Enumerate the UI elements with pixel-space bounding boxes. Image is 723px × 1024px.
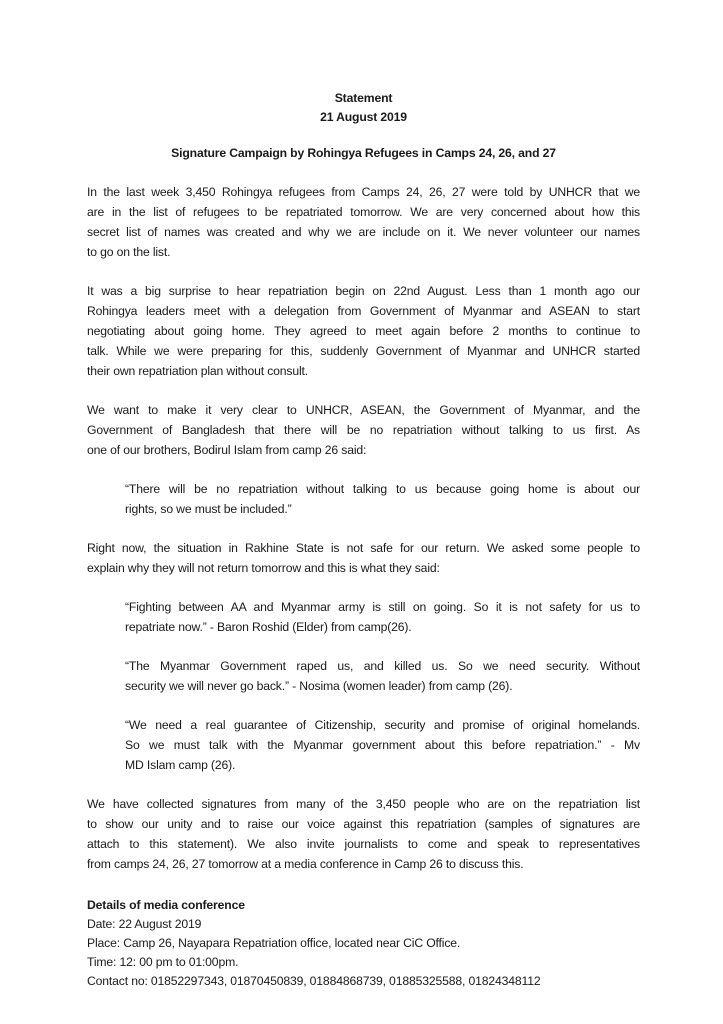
quote-paragraph — [125, 715, 640, 775]
quote-paragraph — [125, 656, 640, 696]
statement-document — [87, 89, 640, 991]
paragraph — [87, 538, 640, 578]
details-place: Place: Camp 26, Nayapara Repatriation office, located near CiC Office. — [87, 936, 461, 950]
document-subtitle: Signature Campaign by Rohingya Refugees in Camps 24, 26, and 27 — [171, 146, 556, 160]
text-line: talk. While we were preparing for this, suddenly Government of Myanmar and UNHCR started — [87, 344, 640, 358]
text-line: to go on the list. — [87, 245, 171, 259]
text-line: “There will be no repatriation without talking to us because going home is about our — [125, 482, 640, 496]
details-heading: Details of media conference — [87, 898, 245, 912]
text-line: rights, so we must be included.” — [125, 502, 292, 516]
text-line: “Fighting between AA and Myanmar army is still on going. So it is not safety for us to — [125, 600, 640, 614]
text-line: It was a big surprise to hear repatriation begin on 22nd August. Less than 1 month ago our — [87, 284, 640, 298]
text-line: attach to this statement). We also invite journalists to come and speak to representatives — [87, 837, 640, 851]
text-line: are in the list of refugees to be repatriated tomorrow. We are very concerned about how this — [87, 205, 640, 219]
paragraph — [87, 400, 640, 460]
document-title: Statement — [334, 91, 393, 105]
paragraph — [87, 794, 640, 874]
quote-paragraph — [125, 597, 640, 637]
text-line: So we must talk with the Myanmar government about this before repatriation.” - Mv — [125, 738, 640, 752]
text-line: Rohingya leaders meet with a delegation from Government of Myanmar and ASEAN to start — [87, 304, 640, 318]
text-line: secret list of names was created and why we are include on it. We never volunteer our names — [87, 225, 640, 239]
text-line: “We need a real guarantee of Citizenship, security and promise of original homelands. — [125, 718, 640, 732]
document-date: 21 August 2019 — [320, 110, 407, 124]
text-line: to show our unity and to raise our voice against this repatriation (samples of signatures are — [87, 817, 640, 831]
details-contact: Contact no: 01852297343, 01870450839, 01884868739, 01885325588, 01824348112 — [87, 974, 541, 988]
text-line: Right now, the situation in Rakhine State is not safe for our return. We asked some people to — [87, 541, 640, 555]
document-body — [87, 182, 640, 874]
text-line: explain why they will not return tomorrow and this is what they said: — [87, 561, 440, 575]
text-line: their own repatriation plan without consult. — [87, 364, 309, 378]
text-line: from camps 24, 26, 27 tomorrow at a media conference in Camp 26 to discuss this. — [87, 857, 524, 871]
details-time: Time: 12: 00 pm to 01:00pm. — [87, 955, 239, 969]
text-line: We have collected signatures from many of the 3,450 people who are on the repatriation list — [87, 797, 640, 811]
quote-paragraph — [125, 479, 640, 519]
details-date: Date: 22 August 2019 — [87, 917, 202, 931]
text-line: In the last week 3,450 Rohingya refugees from Camps 24, 26, 27 were told by UNHCR that we — [87, 185, 640, 199]
text-line: one of our brothers, Bodirul Islam from camp 26 said: — [87, 443, 367, 457]
text-line: negotiating about going home. They agreed to meet again before 2 months to continue to — [87, 324, 640, 338]
text-line: We want to make it very clear to UNHCR, ASEAN, the Government of Myanmar, and the — [87, 403, 640, 417]
text-line: MD Islam camp (26). — [125, 758, 236, 772]
paragraph — [87, 281, 640, 381]
paragraph — [87, 182, 640, 262]
text-line: Government of Bangladesh that there will be no repatriation without talking to us first. As — [87, 423, 640, 437]
text-line: security we will never go back.” - Nosima (women leader) from camp (26). — [125, 679, 513, 693]
text-line: “The Myanmar Government raped us, and killed us. So we need security. Without — [125, 659, 640, 673]
media-conference-details — [87, 896, 640, 991]
text-line: repatriate now.” - Baron Roshid (Elder) from camp(26). — [125, 620, 412, 634]
